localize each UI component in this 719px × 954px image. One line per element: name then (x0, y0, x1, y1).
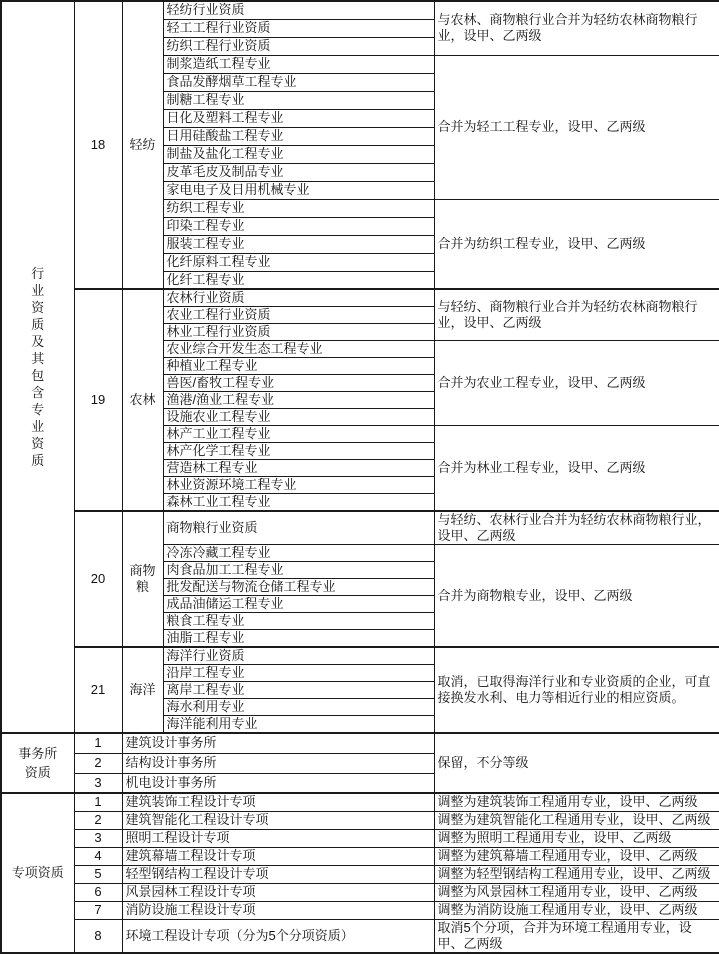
item-number: 7 (74, 901, 122, 919)
item-number: 4 (74, 847, 122, 865)
item-name: 轻型钢结构工程设计专项 (122, 865, 434, 883)
specialty-cell: 兽医/畜牧工程专业 (163, 375, 434, 392)
qualification-table-body (1, 1, 719, 953)
item-number: 1 (74, 793, 122, 811)
entry-number: 21 (74, 647, 122, 733)
note-cell: 调整为消防设施工程通用专业，设甲、乙两级 (434, 901, 719, 919)
note-cell: 合并为轻工工程专业，设甲、乙两级 (434, 55, 719, 199)
section-label-industry-qualifications-text: 行业资质及其包含专业资质 (31, 266, 45, 468)
note-cell: 取消5个分项，合并为环境工程通用专业，设甲、乙两级 (434, 919, 719, 953)
item-name: 环境工程设计专项（分为5个分项资质） (122, 919, 434, 953)
specialty-cell: 化纤原料工程专业 (163, 253, 434, 271)
specialty-cell: 纺织工程行业资质 (163, 37, 434, 55)
item-name: 建筑设计事务所 (122, 733, 434, 753)
table-row (1, 511, 719, 545)
item-number: 5 (74, 865, 122, 883)
specialty-cell: 粮食工程专业 (163, 613, 434, 630)
industry-name: 农林 (122, 289, 163, 511)
table-row (1, 733, 719, 753)
table-row (1, 793, 719, 811)
specialty-cell: 服装工程专业 (163, 235, 434, 253)
item-name: 风景园林工程设计专项 (122, 883, 434, 901)
table-row (1, 865, 719, 883)
specialty-cell: 纺织工程专业 (163, 199, 434, 217)
item-number: 6 (74, 883, 122, 901)
specialty-cell: 制糖工程专业 (163, 91, 434, 109)
specialty-cell: 肉食品加工工程专业 (163, 562, 434, 579)
specialty-cell: 轻纺行业资质 (163, 1, 434, 19)
industry-name: 商物粮 (122, 511, 163, 647)
specialty-cell: 批发配送与物流仓储工程专业 (163, 579, 434, 596)
note-cell: 调整为轻型钢结构工程通用专业，设甲、乙两级 (434, 865, 719, 883)
specialty-cell: 油脂工程专业 (163, 630, 434, 648)
item-name: 建筑智能化工程设计专项 (122, 811, 434, 829)
specialty-cell: 食品发酵烟草工程专业 (163, 73, 434, 91)
note-cell: 调整为风景园林工程通用专业，设甲、乙两级 (434, 883, 719, 901)
table-row (1, 847, 719, 865)
item-number: 1 (74, 733, 122, 753)
specialty-cell: 海水利用专业 (163, 699, 434, 716)
specialty-cell: 商物粮行业资质 (163, 511, 434, 545)
note-cell: 取消，已取得海洋行业和专业资质的企业，可直接换发水利、电力等相近行业的相应资质。 (434, 647, 719, 733)
note-cell: 保留，不分等级 (434, 733, 719, 793)
specialty-cell: 农业工程行业资质 (163, 307, 434, 324)
specialty-cell: 林产化学工程专业 (163, 443, 434, 460)
specialty-cell: 印染工程专业 (163, 217, 434, 235)
item-number: 3 (74, 829, 122, 847)
note-cell: 调整为建筑装饰工程通用专业，设甲、乙两级 (434, 793, 719, 811)
specialty-cell: 林业工程行业资质 (163, 324, 434, 341)
specialty-cell: 林业资源环境工程专业 (163, 477, 434, 494)
note-cell: 合并为商物粮专业，设甲、乙两级 (434, 545, 719, 648)
specialty-cell: 农林行业资质 (163, 289, 434, 307)
table-row (1, 883, 719, 901)
item-name: 消防设施工程设计专项 (122, 901, 434, 919)
item-name: 建筑装饰工程设计专项 (122, 793, 434, 811)
specialty-cell: 冷冻冷藏工程专业 (163, 545, 434, 562)
note-cell: 调整为照明工程通用专业，设甲、乙两级 (434, 829, 719, 847)
specialty-cell: 沿岸工程专业 (163, 665, 434, 682)
note-cell: 与农林、商物粮行业合并为轻纺农林商物粮行业，设甲、乙两级 (434, 1, 719, 55)
specialty-cell: 离岸工程专业 (163, 682, 434, 699)
specialty-cell: 成品油储运工程专业 (163, 596, 434, 613)
specialty-cell: 化纤工程专业 (163, 271, 434, 289)
industry-name: 海洋 (122, 647, 163, 733)
specialty-cell: 种植业工程专业 (163, 358, 434, 375)
specialty-cell: 营造林工程专业 (163, 460, 434, 477)
section-label-design-firm-qualifications-text: 事务所资质 (18, 746, 58, 780)
item-number: 3 (74, 773, 122, 793)
specialty-cell: 皮革毛皮及制品专业 (163, 163, 434, 181)
table-row (1, 647, 719, 665)
item-name: 结构设计事务所 (122, 753, 434, 773)
table-row (1, 919, 719, 953)
section-label-design-firm-qualifications (1, 733, 74, 793)
table-row (1, 811, 719, 829)
specialty-cell: 制浆造纸工程专业 (163, 55, 434, 73)
note-cell: 合并为林业工程专业，设甲、乙两级 (434, 426, 719, 512)
note-cell: 调整为建筑智能化工程通用专业，设甲、乙两级 (434, 811, 719, 829)
specialty-cell: 轻工工程行业资质 (163, 19, 434, 37)
item-number: 8 (74, 919, 122, 953)
specialty-cell: 林产工业工程专业 (163, 426, 434, 443)
note-cell: 合并为农业工程专业，设甲、乙两级 (434, 341, 719, 426)
section-label-industry-qualifications (1, 1, 74, 733)
note-cell: 调整为建筑幕墙工程通用专业，设甲、乙两级 (434, 847, 719, 865)
industry-name: 轻纺 (122, 1, 163, 289)
entry-number: 20 (74, 511, 122, 647)
entry-number: 19 (74, 289, 122, 511)
specialty-cell: 农业综合开发生态工程专业 (163, 341, 434, 358)
section-label-special-item-qualifications: 专项资质 (1, 793, 74, 953)
item-number: 2 (74, 811, 122, 829)
item-number: 2 (74, 753, 122, 773)
table-row (1, 829, 719, 847)
note-cell: 与轻纺、农林行业合并为轻纺农林商物粮行业，设甲、乙两级 (434, 511, 719, 545)
specialty-cell: 家电电子及日用机械专业 (163, 181, 434, 199)
note-cell: 与轻纺、商物粮行业合并为轻纺农林商物粮行业，设甲、乙两级 (434, 289, 719, 341)
specialty-cell: 日化及塑料工程专业 (163, 109, 434, 127)
table-row (1, 1, 719, 19)
table-row (1, 901, 719, 919)
specialty-cell: 制盐及盐化工程专业 (163, 145, 434, 163)
specialty-cell: 森林工业工程专业 (163, 494, 434, 512)
specialty-cell: 设施农业工程专业 (163, 409, 434, 426)
note-cell: 合并为纺织工程专业，设甲、乙两级 (434, 199, 719, 289)
specialty-cell: 海洋能利用专业 (163, 716, 434, 734)
item-name: 建筑幕墙工程设计专项 (122, 847, 434, 865)
item-name: 机电设计事务所 (122, 773, 434, 793)
specialty-cell: 渔港/渔业工程专业 (163, 392, 434, 409)
specialty-cell: 海洋行业资质 (163, 647, 434, 665)
item-name: 照明工程设计专项 (122, 829, 434, 847)
entry-number: 18 (74, 1, 122, 289)
table-row (1, 289, 719, 307)
specialty-cell: 日用硅酸盐工程专业 (163, 127, 434, 145)
